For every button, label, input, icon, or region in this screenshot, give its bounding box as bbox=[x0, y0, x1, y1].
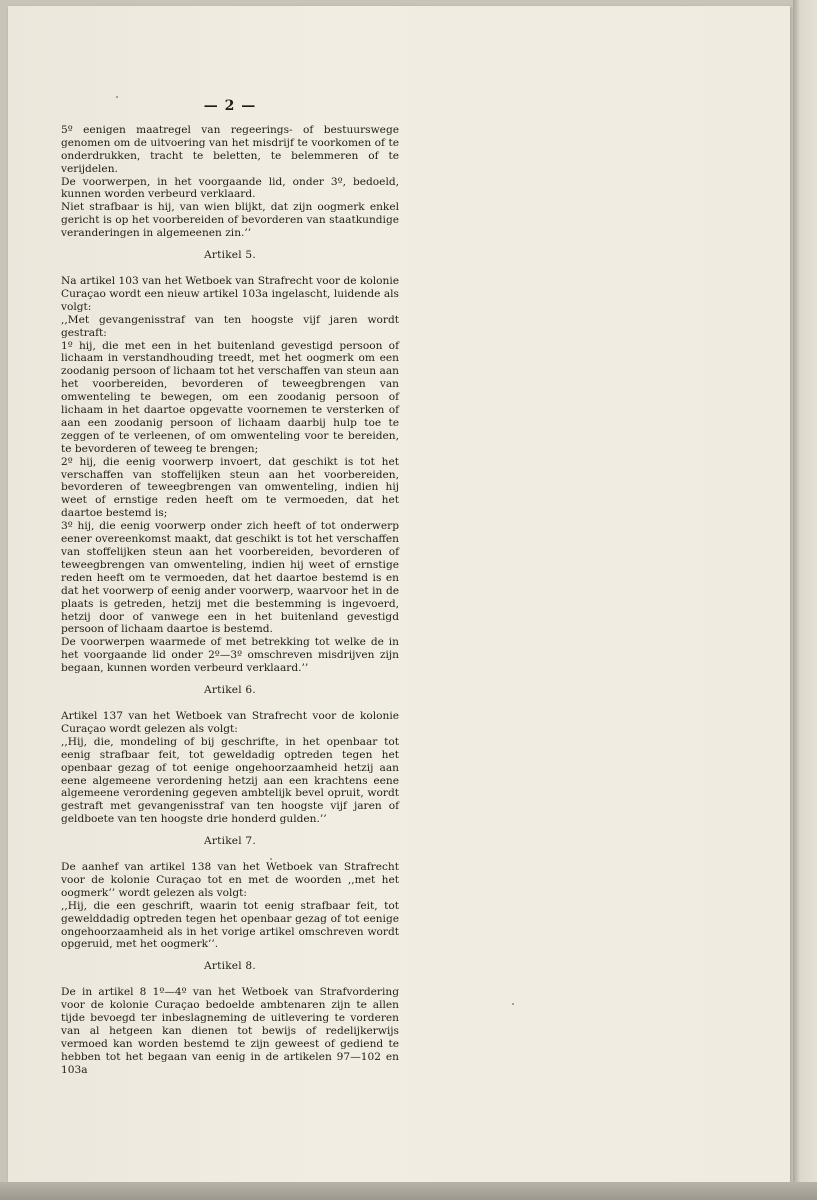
article-heading: Artikel 8. bbox=[204, 960, 256, 973]
page-edge-bottom bbox=[0, 1182, 817, 1200]
paragraph: 1º hij, die met een in het buitenland gevestigd persoon of lichaam in verstandhouding treedt, met het oogmerk om een zoodanig persoon of lichaam tot het verschaffen van steun aan het voorbereiden, bevorderen of teweegbrengen van omwenteling te bewegen, om een zoodanig persoon of lichaam in het daartoe opgevatte voornemen te versterken of aan een zoodanig persoon of lichaam daarbij hulp toe te zeggen of te verleenen, of om omwenteling voor te bereiden, te bevorderen of teweeg te brengen; bbox=[61, 339, 399, 455]
paragraph: 3º hij, die eenig voorwerp onder zich heeft of tot onderwerp eener overeenkomst maakt, dat geschikt is tot het verschaffen van stoffelijken steun aan het voorbereiden, bevorderen of teweegbrengen van omwenteling, indien hij weet of ernstige reden heeft om te vermoeden, dat het daartoe bestemd is en dat het voorwerp of eenig ander voorwerp, waarvoor het in de plaats is getreden, hetzij met die bestemming is ingevoerd, hetzij door of vanwege een in het buitenland gevestigd persoon of lichaam daartoe is bestemd. bbox=[61, 520, 399, 636]
paragraph-list bbox=[61, 124, 399, 1077]
article-heading: Artikel 6. bbox=[204, 684, 256, 697]
paper-speck bbox=[116, 96, 118, 98]
paragraph: 5º eenigen maatregel van regeerings- of bestuurswege genomen om de uitvoering van het misdrijf te voorkomen of te onderdrukken, tracht te beletten, te belemmeren of te verijdelen. bbox=[61, 123, 399, 175]
page-edge-right bbox=[793, 0, 817, 1200]
paragraph: De voorwerpen waarmede of met betrekking tot welke de in het voorgaande lid onder 2º—3º omschreven misdrijven zijn begaan, kunnen worden verbeurd verklaard.’’ bbox=[61, 636, 399, 675]
paragraph: 2º hij, die eenig voorwerp invoert, dat geschikt is tot het verschaffen van stoffelijken steun aan het voorbereiden, bevorderen of teweegbrengen van omwenteling, indien hij weet of ernstige reden heeft om te vermoeden, dat het daartoe bestemd is; bbox=[61, 455, 399, 520]
article-heading: Artikel 7. bbox=[204, 835, 256, 848]
document-text bbox=[61, 100, 399, 1077]
paragraph: Niet strafbaar is hij, van wien blijkt, dat zijn oogmerk enkel gericht is op het voorbereiden of bevorderen van staatkundige veranderingen in algemeenen zin.’’ bbox=[61, 201, 399, 240]
paragraph: De aanhef van artikel 138 van het Wetboek van Strafrecht voor de kolonie Curaçao tot en met de woorden ,,met het oogmerk’’ wordt gelezen als volgt: bbox=[61, 861, 399, 899]
paragraph: De in artikel 8 1º—4º van het Wetboek van Strafvordering voor de kolonie Curaçao bedoelde ambtenaren zijn te allen tijde bevoegd ter inbeslagneming de uitlevering te vorderen van al hetgeen kan dienen tot bewijs of redelijkerwijs vermoed kan worden bestemd te zijn geweest of gediend te hebben tot het begaan van eenig in de artikelen 97—102 en 103a bbox=[61, 986, 399, 1076]
paragraph: Artikel 137 van het Wetboek van Strafrecht voor de kolonie Curaçao wordt gelezen als volgt: bbox=[61, 709, 399, 735]
paragraph: ,,Hij, die, mondeling of bij geschrifte, in het openbaar tot eenig strafbaar feit, tot geweldadig optreden tegen het openbaar gezag of tot eenige ongehoorzaamheid hetzij aan eene algemeene verordening hetzij aan een krachtens eene algemeene verordening gegeven ambtelijk bevel opruit, wordt gestraft met gevangenisstraf van ten hoogste vijf jaren of geldboete van ten hoogste drie honderd gulden.’’ bbox=[61, 735, 399, 826]
paragraph: ,,Hij, die een geschrift, waarin tot eenig strafbaar feit, tot gewelddadig optreden tegen het openbaar gezag of tot eenige ongehoorzaamheid als in het vorige artikel omschreven wordt opgeruid, met het oogmerk’’. bbox=[61, 899, 399, 951]
page-number: — 2 — bbox=[203, 98, 257, 114]
paragraph: De voorwerpen, in het voorgaande lid, onder 3º, bedoeld, kunnen worden verbeurd verklaard. bbox=[61, 175, 399, 201]
paper-speck bbox=[512, 1003, 514, 1005]
article-heading: Artikel 5. bbox=[204, 249, 256, 262]
paragraph: ,,Met gevangenisstraf van ten hoogste vijf jaren wordt gestraft: bbox=[61, 313, 399, 339]
paragraph: Na artikel 103 van het Wetboek van Strafrecht voor de kolonie Curaçao wordt een nieuw artikel 103a ingelascht, luidende als volgt: bbox=[61, 274, 399, 313]
